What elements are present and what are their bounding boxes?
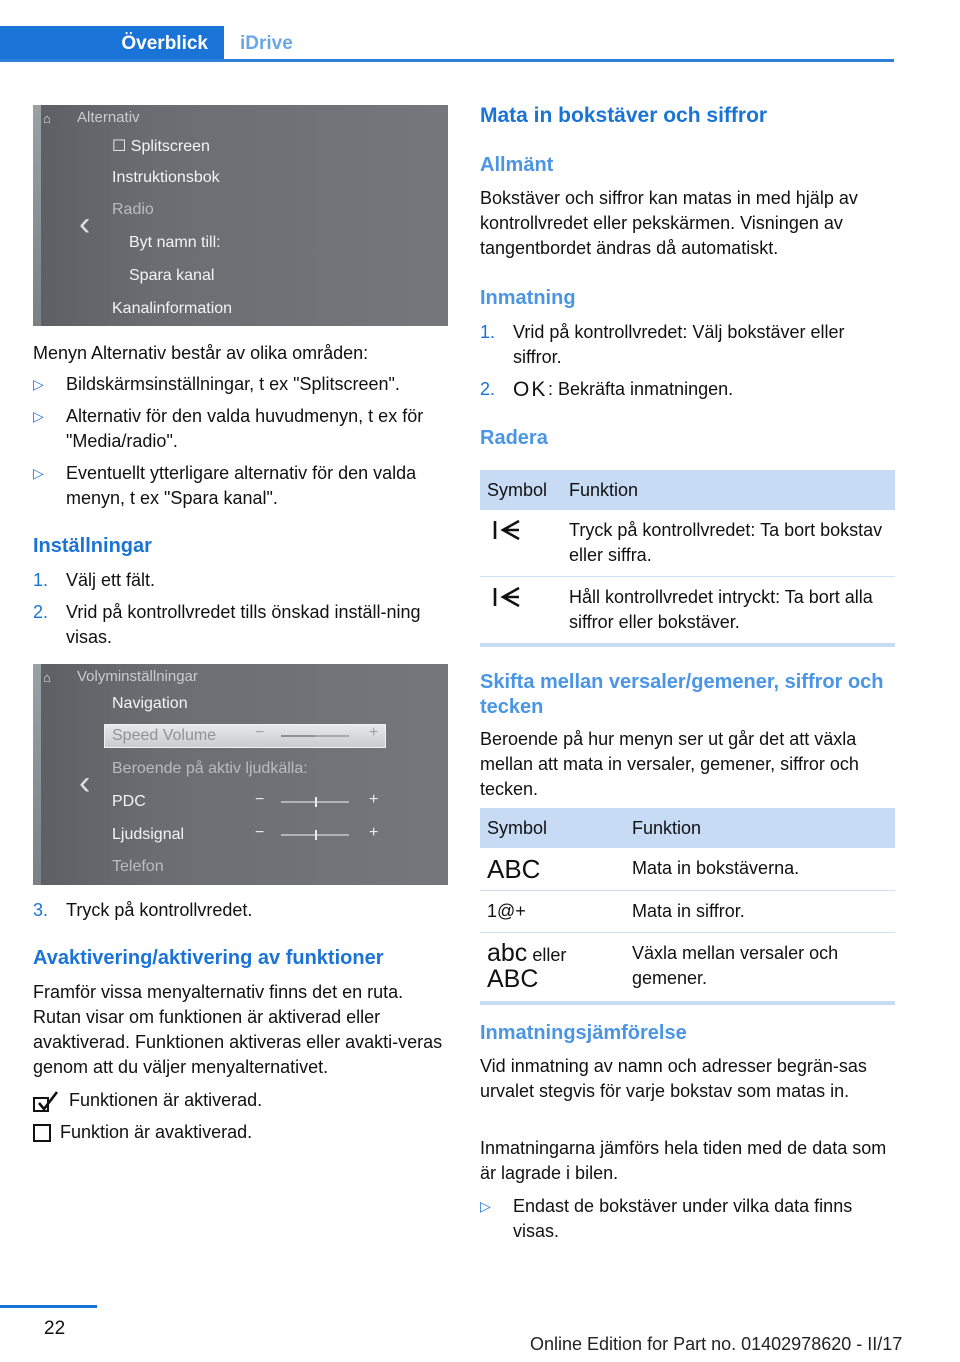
tab-overblick[interactable]: Överblick (0, 26, 224, 62)
triangle-bullet-icon: ▷ (33, 376, 44, 392)
menu-item-radio: Radio (112, 201, 154, 218)
checkbox-empty-icon (33, 1124, 51, 1142)
intro-text: Menyn Alternativ består av olika områden: (33, 343, 369, 363)
scroll-rail (33, 664, 41, 885)
heading-installningar: Inställningar (33, 535, 152, 557)
skifta-text: Beroende på hur menyn ser ut går det att växla mellan att mata in versaler, gemener, siffror och tecken. (480, 729, 859, 799)
table-row: Håll kontrollvredet intryckt: Ta bort alla siffror eller bokstäver. (480, 577, 895, 646)
delete-arrow-icon (480, 577, 562, 646)
table-row: 1@+ Mata in siffror. (480, 891, 895, 933)
column-header: Funktion (562, 470, 895, 510)
menu-item-spara-kanal: Spara kanal (129, 267, 215, 284)
heading-mata-in: Mata in bokstäver och siffror (480, 104, 768, 127)
heading-skifta: Skifta mellan versaler/gemener, siffror och tecken (480, 671, 884, 718)
heading-inmatningsjamforelse: Inmatningsjämförelse (480, 1022, 687, 1044)
menu-item-beroende: Beroende på aktiv ljudkälla: (112, 760, 308, 777)
menu-item-kanalinformation: Kanalinformation (112, 300, 233, 317)
list-item: ▷ Endast de bokstäver under vilka data finns visas. (480, 1196, 853, 1241)
table-row: Tryck på kontrollvredet: Ta bort bokstav eller siffra. (480, 510, 895, 577)
alternativ-menu-screenshot (33, 105, 448, 326)
plus-icon: + (369, 791, 379, 808)
list-item: 2. Vrid på kontrollvredet tills önskad inställ‐ning visas. (33, 602, 421, 647)
jamforelse-text-2: Inmatningarna jämförs hela tiden med de data som är lagrade i bilen. (480, 1138, 887, 1183)
menu-item-speed-volume: Speed Volume (112, 727, 217, 744)
abc-upper-icon: ABC (487, 965, 539, 993)
triangle-bullet-icon: ▷ (33, 408, 44, 424)
avaktivering-text: Framför vissa menyalternativ finns det en ruta. Rutan visar om funktionen är aktiverad eller avaktiverad. Funktionen aktiveras eller avakti‐veras genom att du väljer menyalternativet. (33, 982, 443, 1077)
checkbox-checked-icon (33, 1091, 59, 1113)
ok-icon: OK (513, 378, 548, 401)
list-item: 2. OK : Bekräfta inmatningen. (480, 378, 734, 401)
chevron-left-icon: ‹ (79, 764, 91, 802)
home-icon: ⌂ (43, 111, 51, 126)
list-item: ▷ Eventuellt ytterligare alternativ för den valda menyn, t ex "Spara kanal". (33, 463, 417, 508)
menu-title: Volyminställningar (77, 668, 198, 685)
scroll-rail (33, 105, 41, 326)
jamforelse-text-1: Vid inmatning av namn och adresser begrän‐sas urvalet stegvis för varje bokstav som matas in. (480, 1056, 867, 1101)
table-row: ABC Mata in bokstäverna. (480, 848, 895, 891)
heading-allmant: Allmänt (480, 154, 554, 176)
activated-text: Funktionen är aktiverad. (69, 1090, 263, 1110)
menu-title: Alternativ (77, 109, 140, 126)
chapter-header (0, 26, 894, 62)
footer-rule (0, 1305, 97, 1308)
header-rule (0, 59, 894, 62)
menu-item-instruktionsbok: Instruktionsbok (112, 169, 220, 186)
home-icon: ⌂ (43, 670, 51, 685)
list-item: ▷ Alternativ för den valda huvudmenyn, t ex för "Media/radio". (33, 406, 424, 451)
menu-item-navigation: Navigation (112, 695, 188, 712)
menu-item-ljudsignal: Ljudsignal (112, 826, 185, 843)
minus-icon: − (255, 791, 265, 808)
column-header: Symbol (480, 808, 625, 848)
heading-inmatning: Inmatning (480, 287, 576, 309)
chevron-left-icon: ‹ (79, 205, 91, 243)
minus-icon: − (255, 724, 265, 741)
list-item: ▷ Bildskärmsinställningar, t ex "Splitscreen". (33, 372, 448, 397)
menu-item-pdc: PDC (112, 793, 146, 810)
slider-knob (315, 797, 317, 807)
list-item: 1. Vrid på kontrollvredet: Välj bokstäver eller siffror. (480, 322, 845, 367)
page-number: 22 (44, 1318, 66, 1339)
digits-symbols-icon: 1@+ (480, 891, 625, 933)
heading-avaktivering: Avaktivering/aktivering av funktioner (33, 947, 384, 969)
deactivated-text: Funktion är avaktiverad. (60, 1122, 253, 1142)
activated-row (33, 1088, 448, 1114)
menu-item-telefon: Telefon (112, 858, 164, 875)
abc-lower-icon: abc (487, 939, 528, 967)
column-header: Symbol (480, 470, 562, 510)
heading-radera: Radera (480, 427, 548, 449)
tab-idrive[interactable]: iDrive (240, 33, 293, 54)
radera-table (480, 470, 895, 647)
abc-upper-icon: ABC (480, 848, 625, 891)
volyminstallningar-screenshot (33, 664, 448, 885)
slider-knob (315, 830, 317, 840)
table-row: abc eller ABC Växla mellan versaler och gemener. (480, 933, 895, 1004)
triangle-bullet-icon: ▷ (33, 465, 44, 481)
allmant-text: Bokstäver och siffror kan matas in med hjälp av kontrollvredet eller pekskärmen. Visningen av tangentbordet ändras då automatiskt. (480, 188, 858, 258)
minus-icon: − (255, 824, 265, 841)
list-item: 1. Välj ett fält. (33, 570, 156, 590)
deactivated-row (33, 1120, 448, 1146)
plus-icon: + (369, 824, 379, 841)
skifta-table (480, 808, 895, 1005)
list-item: 3. Tryck på kontrollvredet. (33, 900, 253, 920)
menu-item-byt-namn: Byt namn till: (129, 234, 221, 251)
edition-footer: Online Edition for Part no. 01402978620 - II/17 (530, 1334, 903, 1354)
delete-arrow-icon (480, 510, 562, 577)
plus-icon: + (369, 724, 379, 741)
slider-fill (281, 735, 315, 737)
menu-item-splitscreen: ☐ Splitscreen (112, 138, 210, 155)
column-header: Funktion (625, 808, 895, 848)
triangle-bullet-icon: ▷ (480, 1198, 491, 1214)
